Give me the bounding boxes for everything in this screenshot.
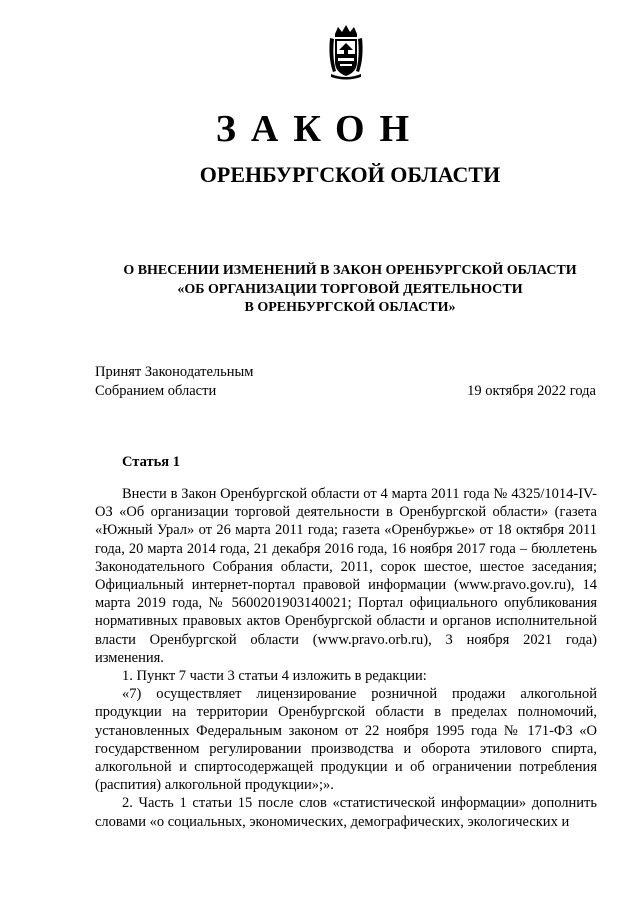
article-paragraph: 2. Часть 1 статьи 15 после слов «статистической информации» дополнить словами «о социальных, экономических, демографических, экологических и bbox=[95, 795, 597, 830]
article-heading: Статья 1 bbox=[122, 454, 180, 470]
adoption-note bbox=[95, 363, 253, 401]
amendment-title-line: О ВНЕСЕНИИ ИЗМЕНЕНИЙ В ЗАКОН ОРЕНБУРГСКОЙ ОБЛАСТИ bbox=[123, 263, 577, 278]
article-paragraph: 1. Пункт 7 части 3 статьи 4 изложить в редакции: bbox=[122, 668, 427, 685]
amendment-title bbox=[0, 262, 640, 318]
amendment-title-line: В ОРЕНБУРГСКОЙ ОБЛАСТИ» bbox=[244, 300, 456, 315]
adoption-line: Собранием области bbox=[95, 383, 217, 399]
article-paragraph: Внести в Закон Оренбургской области от 4 марта 2011 года № 4325/1014-IV-ОЗ «Об организации торговой деятельности в Оренбургской области» (газета «Южный Урал» от 26 марта 2011 года; газета «Оренбуржье» от 18 октября 2011 года, 20 марта 2014 года, 21 декабря 2016 года, 16 ноября 2017 года – бюллетень Законодательного Собрания области, 2011, сорок шестое, шестое заседания; Официальный интернет-портал правовой информации (www.pravo.gov.ru), 14 марта 2019 года, № 5600201903140021; Портал официального опубликования нормативных правовых актов Оренбургской области и органов исполнительной власти Оренбургской области (www.pravo.orb.ru), 3 ноября 2021 года) изменения. bbox=[95, 486, 597, 666]
amendment-title-line: «ОБ ОРГАНИЗАЦИИ ТОРГОВОЙ ДЕЯТЕЛЬНОСТИ bbox=[177, 281, 523, 297]
orenburg-coat-of-arms-icon bbox=[327, 24, 365, 80]
region-title: ОРЕНБУРГСКОЙ ОБЛАСТИ bbox=[199, 162, 501, 187]
article-paragraph: «7) осуществляет лицензирование розничной продажи алкогольной продукции на территории Оренбургской области в пределах полномочий, установленных Федеральным законом от 22 ноября 1995 года № 171-ФЗ «О государственном регулировании производства и оборота этилового спирта, алкогольной и спиртосодержащей продукции и об ограничении потребления (распития) алкогольной продукции»;». bbox=[95, 686, 597, 794]
law-title: ЗАКОН bbox=[215, 108, 425, 150]
adoption-line: Принят Законодательным bbox=[95, 364, 254, 380]
adoption-date: 19 октября 2022 года bbox=[467, 383, 596, 399]
article-body bbox=[95, 485, 597, 831]
